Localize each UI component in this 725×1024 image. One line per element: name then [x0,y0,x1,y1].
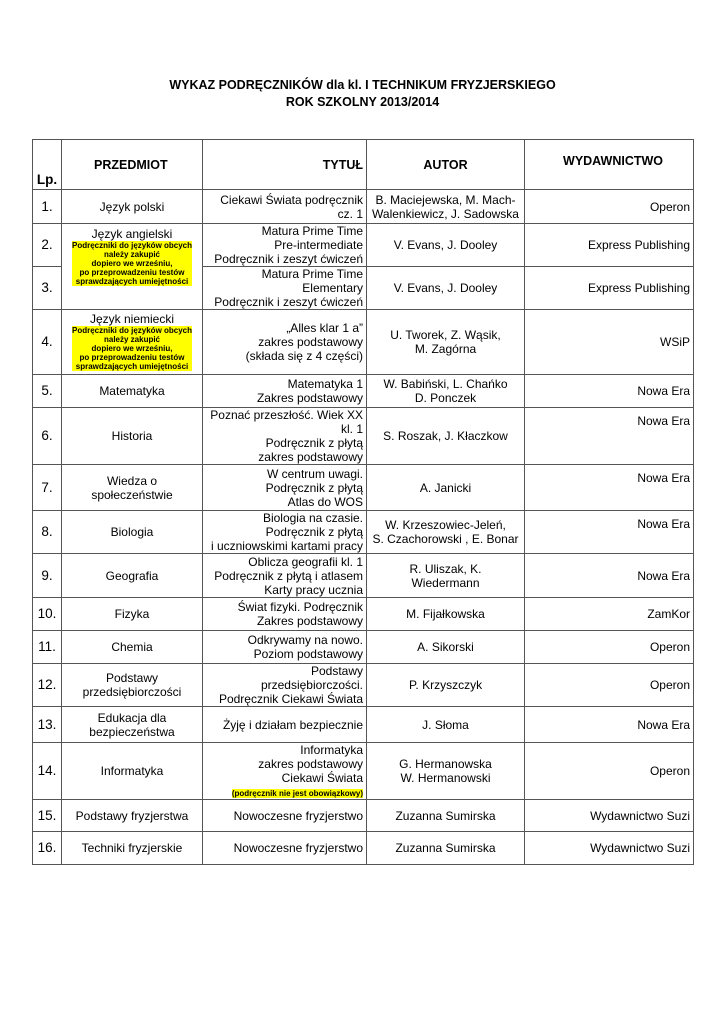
publisher-cell: Express Publishing [525,267,694,310]
subject-cell [62,832,203,865]
language-test-note [72,241,192,286]
subject-cell [62,408,203,465]
table-row [33,707,694,743]
publisher-cell: Nowa Era [525,554,694,598]
row-number: 11. [33,631,62,664]
cell-line: Podstawy [105,671,159,685]
author-cell [367,631,525,664]
table-row [33,310,694,375]
cell-line: Ciekawi Świata podręcznik [220,192,363,207]
school-year-title: ROK SZKOLNY 2013/2014 [285,95,440,109]
publisher-cell: Express Publishing [525,224,694,267]
title-cell [203,224,367,267]
row-number: 9. [33,554,62,598]
cell-line: B. Maciejewska, M. Mach- [375,192,516,207]
title-cell [203,511,367,554]
cell-line: Odkrywamy na nowo. [247,633,363,647]
publisher-cell: ZamKor [525,598,694,631]
author-cell [367,267,525,310]
subject-cell [62,598,203,631]
cell-line: G. Hermanowska [399,757,492,771]
cell-line: W. Krzeszowiec-Jeleń, [385,518,506,532]
header-wydawnictwo: WYDAWNICTWO [525,140,694,190]
subject-cell [62,224,203,310]
header-tytul: TYTUŁ [203,140,367,190]
author-cell [367,465,525,511]
title-cell [203,465,367,511]
cell-line: Geografia [105,568,159,583]
cell-line: Chemia [111,640,153,654]
cell-line: M. Fijałkowska [406,607,485,621]
cell-line: Atlas do WOS [287,494,363,509]
cell-line: P. Krzyszczyk [408,678,483,692]
cell-line: Nowoczesne fryzjerstwo [233,808,363,823]
title-cell [203,310,367,375]
subject-cell [62,511,203,554]
cell-line: i uczniowskimi kartami pracy [210,539,363,553]
cell-line: bezpieczeństwa [89,724,175,739]
note-line: sprawdzających umiejętności [75,362,189,371]
table-row [33,800,694,832]
cell-line: zakres podstawowy [258,450,363,464]
table-row [33,664,694,707]
author-cell [367,800,525,832]
row-number: 12. [33,664,62,707]
subject-cell [62,743,203,800]
title-cell [203,707,367,743]
cell-line: D. Ponczek [414,391,477,405]
row-number: 15. [33,800,62,832]
cell-line: Biologia [110,525,154,539]
page-title: WYKAZ PODRĘCZNIKÓW dla kl. I TECHNIKUM FRYZJERSKIEGO [169,78,556,92]
row-number: 2. [33,224,62,267]
cell-line: Nowoczesne fryzjerstwo [233,841,363,855]
note-line: dopiero we wrześniu, [91,259,173,268]
subject-cell [62,554,203,598]
title-cell [203,800,367,832]
note-line: po przeprowadzeniu testów [79,268,185,277]
table-row [33,224,694,267]
cell-line: Ciekawi Świata [281,771,363,785]
publisher-cell: Nowa Era [525,465,694,511]
publisher-cell: WSiP [525,310,694,375]
cell-line: Podręcznik z płytą [265,480,363,495]
note-line: po przeprowadzeniu testów [79,353,185,362]
cell-line: Historia [111,429,153,443]
note-line: należy zakupić [103,250,161,259]
table-row [33,511,694,554]
title-cell [203,743,367,800]
table-row [33,832,694,865]
table-row [33,408,694,465]
cell-line: Informatyka [300,743,363,757]
cell-line: Elementary [302,281,363,295]
subject-cell [62,190,203,224]
table-row [33,465,694,511]
author-cell [367,408,525,465]
publisher-cell: Nowa Era [525,511,694,554]
cell-line: Informatyka [100,764,164,778]
cell-line: Wiedermann [411,575,480,590]
table-row [33,375,694,408]
table-row [33,743,694,800]
cell-line: (składa się z 4 części) [245,349,363,363]
cell-line: V. Evans, J. Dooley [393,238,498,252]
cell-line: społeczeństwie [91,487,173,502]
cell-line: Zuzanna Sumirska [395,808,496,823]
cell-line: V. Evans, J. Dooley [393,281,498,295]
note-line: sprawdzających umiejętności [75,277,189,286]
note-line: Podręczniki do języków obcych [71,326,193,335]
publisher-cell: Wydawnictwo Suzi [525,832,694,865]
publisher-cell: Operon [525,743,694,800]
cell-line: W. Babiński, L. Chańko [383,377,508,391]
cell-line: Wiedza o [106,473,158,488]
header-lp: Lp. [33,140,62,190]
cell-line: Matematyka 1 [287,377,363,391]
author-cell [367,190,525,224]
publisher-cell: Nowa Era [525,707,694,743]
cell-line: przedsiębiorczości [82,685,182,699]
cell-line: Zuzanna Sumirska [395,841,496,855]
title-cell [203,631,367,664]
subject-cell [62,707,203,743]
row-number: 1. [33,190,62,224]
optional-textbook-note: (podręcznik nie jest obowiązkowy) [231,789,363,798]
cell-line: zakres podstawowy [258,335,363,349]
title-cell [203,408,367,465]
cell-line: Matematyka [99,384,165,398]
cell-line: M. Zagórna [414,342,477,356]
title-cell [203,190,367,224]
row-number: 6. [33,408,62,465]
subject-cell [62,310,203,375]
subject-cell [62,375,203,408]
cell-line: Poziom podstawowy [253,647,363,661]
author-cell [367,224,525,267]
cell-line: Zakres podstawowy [256,614,363,628]
author-cell [367,832,525,865]
table-row [33,190,694,224]
cell-line: Podręcznik z płytą [265,436,363,450]
cell-line: U. Tworek, Z. Wąsik, [390,328,501,342]
cell-line: S. Czachorowski , E. Bonar [372,532,519,546]
title-cell [203,554,367,598]
cell-line: „Alles klar 1 a” [286,321,363,335]
cell-line: Świat fizyki. Podręcznik [237,600,363,614]
publisher-cell: Operon [525,631,694,664]
row-number: 14. [33,743,62,800]
cell-line: R. Uliszak, K. [409,561,482,576]
cell-line: A. Janicki [419,480,472,495]
cell-line: Matura Prime Time [261,267,363,281]
cell-line: J. Słoma [422,717,469,732]
cell-line: Podręcznik z płytą i atlasem [214,568,363,583]
table-header-row [33,140,694,190]
cell-line: Podręcznik z płytą [265,525,363,539]
row-number: 4. [33,310,62,375]
table-row [33,631,694,664]
author-cell [367,554,525,598]
subject-cell [62,631,203,664]
author-cell [367,375,525,408]
row-number: 5. [33,375,62,408]
author-cell [367,707,525,743]
table-row [33,598,694,631]
cell-line: Podręcznik Ciekawi Świata [218,692,363,706]
cell-line: Oblicza geografii kl. 1 [248,554,363,569]
cell-line: Zakres podstawowy [256,391,363,405]
publisher-cell: Wydawnictwo Suzi [525,800,694,832]
row-number: 7. [33,465,62,511]
cell-line: zakres podstawowy [258,757,363,771]
cell-line: Techniki fryzjerskie [81,841,183,855]
cell-line: Biologia na czasie. [262,511,363,525]
author-cell [367,743,525,800]
cell-line: Walenkiewicz, J. Sadowska [372,206,519,221]
subject-cell [62,800,203,832]
cell-line: Karty pracy ucznia [264,582,363,597]
title-cell [203,375,367,408]
title-cell [203,598,367,631]
row-number: 13. [33,707,62,743]
cell-line: W. Hermanowski [400,771,491,785]
row-number: 10. [33,598,62,631]
row-number: 8. [33,511,62,554]
subject-cell [62,465,203,511]
cell-line: Edukacja dla [97,710,167,725]
author-cell [367,664,525,707]
cell-line: Fizyka [114,607,150,621]
header-autor: AUTOR [367,140,525,190]
author-cell [367,511,525,554]
cell-line: Podstawy przedsiębiorczości. [260,664,363,692]
cell-line: S. Roszak, J. Kłaczkow [383,429,508,443]
cell-line: Żyję i działam bezpiecznie [222,717,363,732]
cell-line: Podstawy fryzjerstwa [75,808,189,823]
cell-line: cz. 1 [337,206,363,221]
publisher-cell: Nowa Era [525,408,694,465]
row-number: 16. [33,832,62,865]
note-line: dopiero we wrześniu, [91,344,173,353]
subject-cell [62,664,203,707]
cell-line: Język niemiecki [89,312,175,326]
note-line: należy zakupić [103,335,161,344]
cell-line: Podręcznik i zeszyt ćwiczeń [214,252,363,266]
cell-line: W centrum uwagi. [266,466,363,481]
header-przedmiot: PRZEDMIOT [62,140,203,190]
cell-line: Język polski [99,199,165,214]
title-cell [203,664,367,707]
publisher-cell: Operon [525,190,694,224]
note-line: Podręczniki do języków obcych [71,241,193,250]
cell-line: Język angielski [91,227,173,241]
cell-line: Poznać przeszłość. Wiek XX [210,408,363,422]
cell-line: Matura Prime Time [261,224,363,238]
title-cell [203,832,367,865]
cell-line: A. Sikorski [417,640,474,654]
cell-line: Pre-intermediate [274,238,363,252]
row-number: 3. [33,267,62,310]
cell-line: Podręcznik i zeszyt ćwiczeń [214,295,363,309]
cell-line: kl. 1 [340,422,363,436]
author-cell [367,598,525,631]
publisher-cell: Operon [525,664,694,707]
language-test-note [72,326,192,371]
title-cell [203,267,367,310]
table-row [33,554,694,598]
publisher-cell: Nowa Era [525,375,694,408]
author-cell [367,310,525,375]
textbook-table [32,139,694,865]
